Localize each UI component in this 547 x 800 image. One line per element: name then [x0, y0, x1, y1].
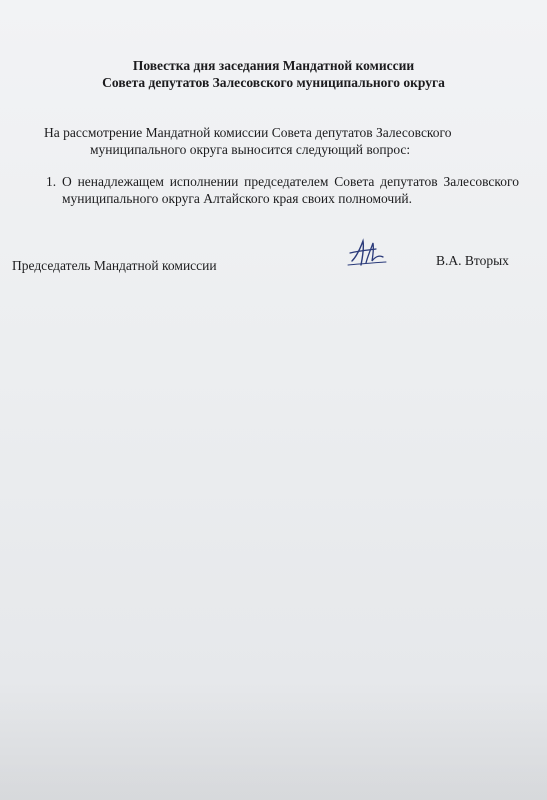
signatory-name: В.А. Вторых	[436, 253, 509, 268]
document-title	[0, 57, 547, 91]
agenda-item-number: 1.	[46, 174, 57, 189]
intro-line-2: муниципального округа выносится следующий вопрос:	[90, 142, 411, 157]
title-line-2: Совета депутатов Залесовского муниципального округа	[102, 75, 445, 90]
signature-position-label: Председатель Мандатной комиссии	[12, 258, 217, 273]
agenda-item	[46, 173, 519, 207]
page-shadow	[0, 680, 547, 800]
intro-line-1: На рассмотрение Мандатной комиссии Совета депутатов Залесовского	[44, 125, 452, 140]
handwritten-signature	[346, 235, 388, 271]
agenda-item-text: О ненадлежащем исполнении председателем Совета депутатов Залесовского муниципального округа Алтайского края своих полномочий.	[62, 174, 519, 206]
intro-paragraph	[44, 124, 494, 158]
title-line-1: Повестка дня заседания Мандатной комиссии	[132, 58, 415, 73]
